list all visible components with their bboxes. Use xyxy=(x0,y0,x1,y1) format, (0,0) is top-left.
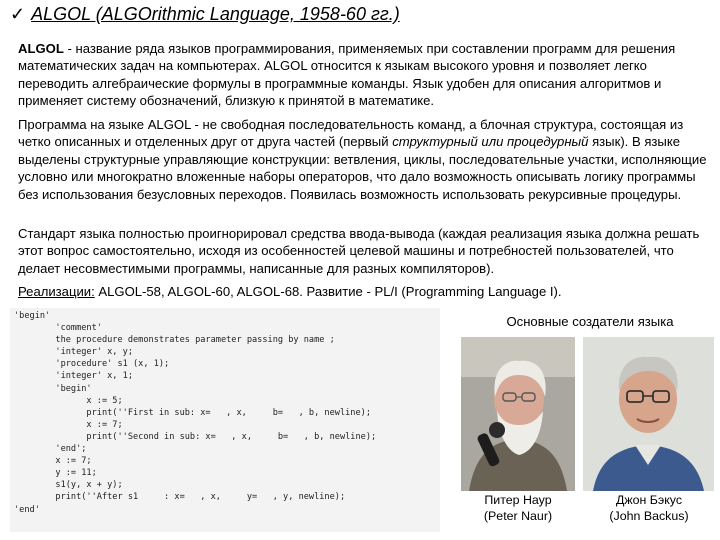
paragraph-definition xyxy=(18,40,708,110)
caption-backus-latin: (John Backus) xyxy=(609,509,689,523)
code-line: 'integer' x, 1; xyxy=(14,371,133,382)
code-line: 'end' xyxy=(14,504,40,515)
code-line: y := 11; xyxy=(14,468,97,479)
code-line: print(''Second in sub: x= , x, b= , b, newline); xyxy=(14,431,377,442)
caption-naur-name: Питер Наур xyxy=(484,493,552,507)
code-listing xyxy=(10,308,440,532)
checkmark-icon: ✓ xyxy=(10,4,26,24)
code-line: print(''First in sub: x= , x, b= , b, newline); xyxy=(14,407,371,418)
structure-text-1: Программа на языке ALGOL - не свободная последовательность команд, а блочная структура, состоящая из четко описанных и отделенных друг от друга частей (первый xyxy=(18,117,684,150)
caption-naur-latin: (Peter Naur) xyxy=(483,509,553,523)
code-line: 'begin' xyxy=(14,311,51,321)
implementations-line xyxy=(18,283,708,300)
code-line: 'integer' x, y; xyxy=(14,347,133,358)
code-line: x := 7; xyxy=(14,456,92,467)
caption-backus-name: Джон Бэкус xyxy=(615,493,683,507)
code-line: x := 5; xyxy=(14,395,123,406)
definition-text: - название ряда языков программирования, применяемых при составлении программ для решения математических задач на компьютерах. ALGOL относится к языкам высокого уровня и позволяет легко переводить алгебраические формулы в программные команды. Язык удобен для описания алгоритмов и применяет систему обозначений, близкую к принятой в математике. xyxy=(18,41,676,109)
code-line: 'end'; xyxy=(14,444,87,455)
slide-title xyxy=(10,4,710,25)
code-line: 'begin' xyxy=(14,383,92,394)
caption-john-backus xyxy=(583,492,715,524)
caption-peter-naur xyxy=(460,492,576,524)
code-line: s1(y, x + y); xyxy=(14,480,123,491)
code-line: the procedure demonstrates parameter passing by name ; xyxy=(14,335,335,346)
slide-title-text: ALGOL (ALGOrithmic Language, 1958-60 гг.) xyxy=(31,4,400,24)
photo-john-backus xyxy=(583,337,714,491)
paragraph-standard: Стандарт языка полностью проигнорировал средства ввода-вывода (каждая реализация языка должна решать этот вопрос самостоятельно, исходя из особенностей целевой машины и потребностей пользователей, что делает несовместимыми программы, написанные для разных компиляторов). xyxy=(18,226,700,276)
structure-text-2: язык). В языке выделены структурные управляющие конструкции: ветвления, циклы, последовательные участки, исполняющие условно или многократно вложенные наборы операторов, что дало возможность описывать логику программы без использования безусловных переходов. Появилась возможность использовать рекурсивные процедуры. xyxy=(18,134,707,202)
structure-italic-term: структурный или процедурный xyxy=(392,134,589,150)
implementations-label: Реализации: xyxy=(18,284,95,299)
code-line: 'procedure' s1 (x, 1); xyxy=(14,359,170,370)
creators-title: Основные создатели языка xyxy=(506,314,674,329)
code-line: x := 7; xyxy=(14,419,123,430)
algol-term: ALGOL xyxy=(18,41,64,56)
paragraph-structure xyxy=(18,116,708,203)
photo-peter-naur xyxy=(461,337,575,491)
code-line: 'comment' xyxy=(14,323,102,334)
portrait-naur-illustration xyxy=(461,337,575,491)
implementations-text: ALGOL-58, ALGOL-60, ALGOL-68. Развитие - PL/I (Programming Language I). xyxy=(94,284,562,299)
code-line: print(''After s1 : x= , x, y= , y, newline); xyxy=(14,492,346,503)
portrait-backus-illustration xyxy=(583,337,714,491)
